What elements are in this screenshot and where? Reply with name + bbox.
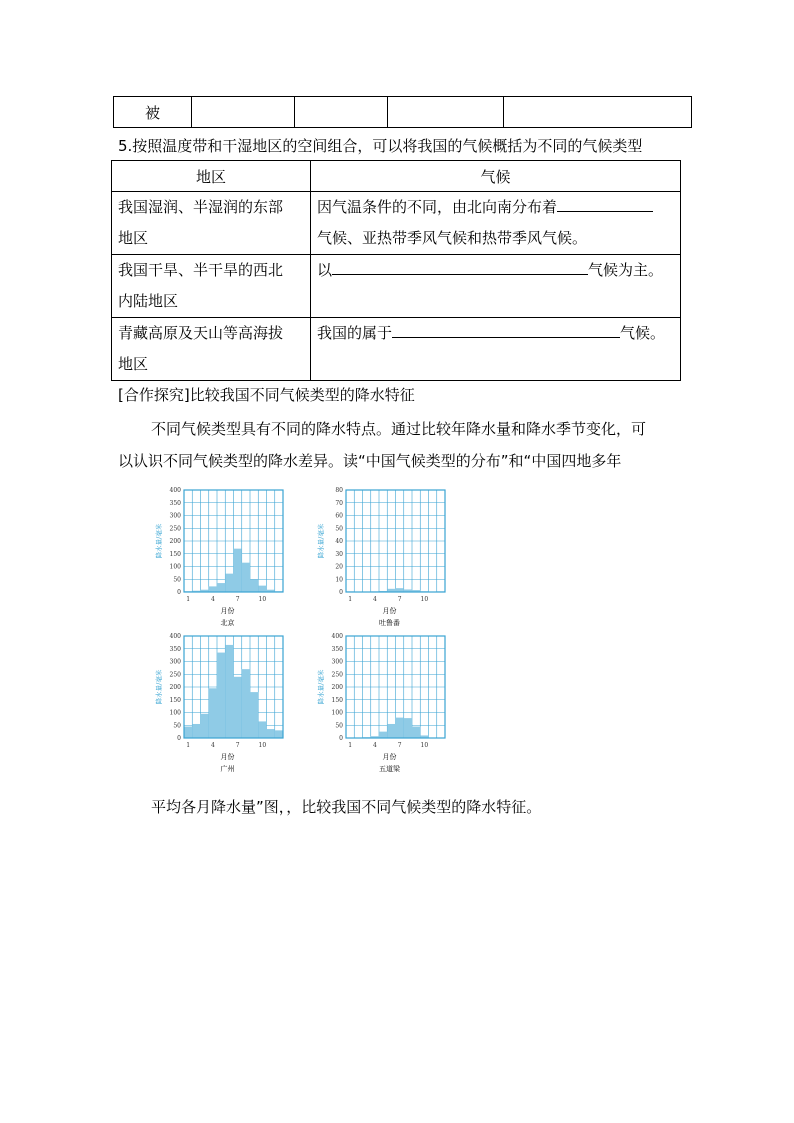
y-tick-label: 200 xyxy=(169,684,181,692)
bar xyxy=(250,579,258,592)
y-tick-label: 250 xyxy=(169,671,181,679)
y-axis-label: 降水量/毫米 xyxy=(317,523,325,559)
table-row xyxy=(112,192,681,255)
bar xyxy=(217,583,225,592)
y-tick-label: 150 xyxy=(169,696,181,704)
x-tick-label: 1 xyxy=(186,596,191,603)
chart-svg-guangzhou xyxy=(150,630,290,778)
header-region: 地区 xyxy=(112,161,311,192)
bar xyxy=(396,718,404,738)
y-tick-label: 350 xyxy=(331,645,343,653)
y-axis-label: 降水量/毫米 xyxy=(317,669,325,705)
chart-beijing xyxy=(150,484,290,636)
chart-title: 五道梁 xyxy=(379,765,400,773)
x-tick-label: 10 xyxy=(420,596,429,603)
x-tick-label: 1 xyxy=(348,596,353,603)
y-tick-label: 150 xyxy=(169,550,181,558)
region-cell xyxy=(112,192,311,255)
y-axis-label: 降水量/毫米 xyxy=(155,523,163,559)
y-tick-label: 40 xyxy=(335,538,343,546)
answer-blank[interactable] xyxy=(557,193,653,212)
x-tick-label: 7 xyxy=(397,596,402,603)
chart-wudaoliang xyxy=(312,630,452,782)
paragraph-line: 平均各月降水量”图，，比较我国不同气候类型的降水特征。 xyxy=(151,798,542,816)
bar xyxy=(234,677,242,738)
x-tick-label: 7 xyxy=(235,742,240,749)
region-line: 地区 xyxy=(118,355,149,373)
answer-blank[interactable] xyxy=(332,256,588,275)
region-line: 内陆地区 xyxy=(118,292,179,310)
chart-title: 吐鲁番 xyxy=(379,619,400,627)
bar xyxy=(192,724,200,738)
y-tick-label: 350 xyxy=(169,499,181,507)
y-tick-label: 30 xyxy=(335,550,343,558)
y-tick-label: 250 xyxy=(331,671,343,679)
climate-text: 因气温条件的不同，由北向南分布着 xyxy=(317,198,558,216)
bar xyxy=(412,727,420,738)
region-line: 我国干旱、半干旱的西北 xyxy=(118,261,284,279)
x-tick-label: 7 xyxy=(397,742,402,749)
y-tick-label: 70 xyxy=(335,499,343,507)
table-cell: 被 xyxy=(114,97,192,128)
x-tick-label: 4 xyxy=(210,596,215,603)
paragraph-line: 以认识不同气候类型的降水差异。读“中国气候类型的分布”和“中国四地多年 xyxy=(118,452,622,470)
climate-cell xyxy=(311,318,681,381)
y-tick-label: 100 xyxy=(169,709,181,717)
table-cell xyxy=(295,97,388,128)
chart-svg-turpan xyxy=(312,484,452,632)
y-tick-label: 250 xyxy=(169,525,181,533)
y-tick-label: 0 xyxy=(177,589,181,597)
y-tick-label: 400 xyxy=(169,633,181,641)
table-row xyxy=(112,255,681,318)
bar xyxy=(217,653,225,738)
chart-title: 广州 xyxy=(220,765,235,773)
bar xyxy=(225,574,233,592)
bar xyxy=(184,727,192,738)
bar xyxy=(242,563,250,592)
question-5-text: 5.按照温度带和干湿地区的空间组合，可以将我国的气候概括为不同的气候类型 xyxy=(118,137,643,155)
y-tick-label: 400 xyxy=(331,633,343,641)
chart-guangzhou xyxy=(150,630,290,782)
y-tick-label: 100 xyxy=(331,709,343,717)
y-tick-label: 300 xyxy=(169,658,181,666)
y-tick-label: 50 xyxy=(335,722,343,730)
y-tick-label: 0 xyxy=(177,735,181,743)
bar xyxy=(404,718,412,738)
climate-text: 以 xyxy=(317,261,333,279)
table-header-row xyxy=(112,161,681,192)
climate-text: 气候。 xyxy=(620,324,666,342)
header-climate: 气候 xyxy=(311,161,681,192)
bar xyxy=(209,688,217,738)
climate-text: 气候、亚热带季风气候和热带季风气候。 xyxy=(317,229,588,247)
y-tick-label: 300 xyxy=(331,658,343,666)
region-line: 我国湿润、半湿润的东部 xyxy=(118,198,284,216)
y-tick-label: 50 xyxy=(335,525,343,533)
bar xyxy=(201,714,209,738)
region-line: 青藏高原及天山等高海拔 xyxy=(118,324,284,342)
y-tick-label: 100 xyxy=(169,563,181,571)
y-tick-label: 80 xyxy=(335,487,343,495)
x-tick-label: 10 xyxy=(420,742,429,749)
y-tick-label: 50 xyxy=(173,576,181,584)
table-cell xyxy=(504,97,692,128)
y-axis-label: 降水量/毫米 xyxy=(155,669,163,705)
table-cell xyxy=(388,97,504,128)
climate-text: 我国的属于 xyxy=(317,324,393,342)
y-tick-label: 400 xyxy=(169,487,181,495)
table-row xyxy=(114,97,692,128)
x-tick-label: 4 xyxy=(372,596,377,603)
x-axis-label: 月份 xyxy=(220,607,235,615)
chart-title: 北京 xyxy=(220,619,235,627)
bar xyxy=(234,549,242,592)
x-tick-label: 1 xyxy=(186,742,191,749)
x-axis-label: 月份 xyxy=(220,753,235,761)
climate-cell xyxy=(311,255,681,318)
bar xyxy=(387,724,395,738)
bar xyxy=(209,586,217,592)
climate-table xyxy=(111,160,681,381)
bar xyxy=(258,721,266,738)
chart-svg-wudaoliang xyxy=(312,630,452,778)
x-tick-label: 10 xyxy=(258,742,267,749)
x-tick-label: 7 xyxy=(235,596,240,603)
x-tick-label: 1 xyxy=(348,742,353,749)
y-tick-label: 150 xyxy=(331,696,343,704)
region-cell xyxy=(112,318,311,381)
chart-turpan xyxy=(312,484,452,636)
bar xyxy=(250,692,258,738)
table-cell xyxy=(192,97,295,128)
y-tick-label: 0 xyxy=(339,735,343,743)
region-line: 地区 xyxy=(118,229,149,247)
paragraph-line: 不同气候类型具有不同的降水特点。通过比较年降水量和降水季节变化，可 xyxy=(151,420,647,438)
bar xyxy=(242,669,250,738)
bar xyxy=(379,732,387,738)
x-axis-label: 月份 xyxy=(382,607,397,615)
answer-blank[interactable] xyxy=(392,319,620,338)
bar xyxy=(267,729,275,738)
region-cell xyxy=(112,255,311,318)
chart-svg-beijing xyxy=(150,484,290,632)
y-tick-label: 0 xyxy=(339,589,343,597)
y-tick-label: 300 xyxy=(169,512,181,520)
bar xyxy=(275,730,283,738)
cooperative-inquiry-title: [合作探究]比较我国不同气候类型的降水特征 xyxy=(118,386,415,404)
y-tick-label: 60 xyxy=(335,512,343,520)
y-tick-label: 200 xyxy=(331,684,343,692)
x-axis-label: 月份 xyxy=(382,753,397,761)
bar xyxy=(225,645,233,738)
y-tick-label: 50 xyxy=(173,722,181,730)
y-tick-label: 20 xyxy=(335,563,343,571)
y-tick-label: 200 xyxy=(169,538,181,546)
table-row xyxy=(112,318,681,381)
bar xyxy=(258,586,266,592)
x-tick-label: 10 xyxy=(258,596,267,603)
y-tick-label: 10 xyxy=(335,576,343,584)
climate-text: 气候为主。 xyxy=(588,261,664,279)
climate-cell xyxy=(311,192,681,255)
x-tick-label: 4 xyxy=(210,742,215,749)
top-partial-table xyxy=(113,96,692,128)
x-tick-label: 4 xyxy=(372,742,377,749)
y-tick-label: 350 xyxy=(169,645,181,653)
